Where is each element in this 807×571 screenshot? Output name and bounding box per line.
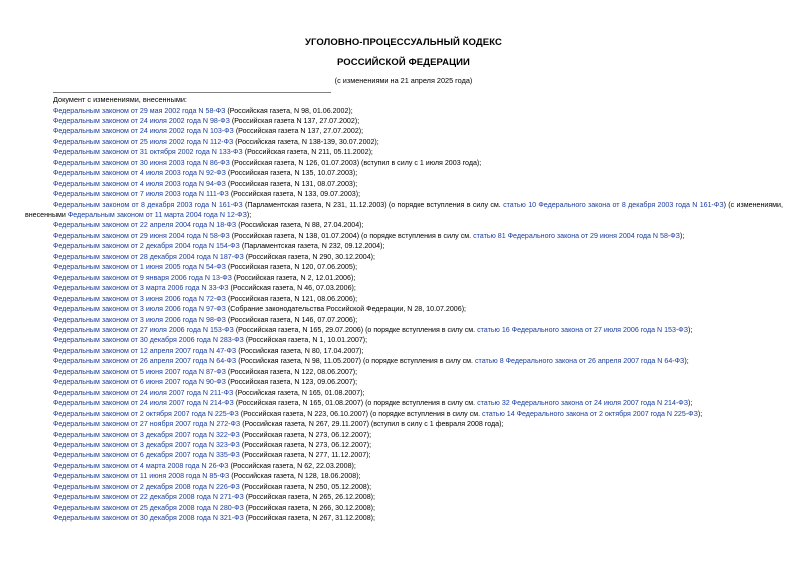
amendment-item [53, 409, 783, 419]
amendment-link[interactable]: Федеральным законом от 4 марта 2008 года N 26-ФЗ [53, 461, 229, 470]
document-subtitle: (с изменениями на 21 апреля 2025 года) [334, 76, 473, 85]
amendment-text: (Российская газета, N 138, 01.07.2004) (о порядке вступления в силу см. [229, 231, 474, 240]
amendment-item [53, 388, 783, 398]
amendment-text: ); [688, 399, 693, 408]
amendment-link[interactable]: Федеральным законом от 24 июля 2007 года N 214-ФЗ [53, 399, 234, 408]
amendment-text: (Российская газета, N 273, 06.12.2007); [239, 430, 372, 439]
amendment-item [53, 419, 783, 429]
amendment-link[interactable]: Федеральным законом от 30 июня 2003 года N 86-ФЗ [53, 158, 230, 167]
amendment-item [53, 430, 783, 440]
amendment-link[interactable]: Федеральным законом от 6 декабря 2007 года N 335-ФЗ [53, 451, 240, 460]
amendments-list [25, 106, 783, 524]
amendment-link[interactable]: статью 14 Федерального закона от 2 октября 2007 года N 225-ФЗ [482, 409, 698, 418]
amendment-text: (Российская газета, N 133, 09.07.2003); [228, 190, 361, 199]
amendment-item [53, 450, 783, 460]
amendment-link[interactable]: Федеральным законом от 30 декабря 2006 года N 283-ФЗ [53, 336, 244, 345]
amendment-text: (Российская газета, N 211, 05.11.2002); [242, 148, 373, 157]
amendment-text: ) (с изменениями, внесенными [25, 200, 783, 220]
amendment-text: (Российская газета, N 266, 30.12.2008); [243, 503, 376, 512]
amendment-text: (Российская газета, N 46, 07.03.2006); [228, 284, 356, 293]
amendment-item [53, 126, 783, 136]
amendment-text: (Российская газета, N 273, 06.12.2007); [239, 441, 372, 449]
amendment-text: (Российская газета, N 265, 26.12.2008); [243, 493, 376, 502]
amendment-link[interactable]: Федеральным законом от 26 апреля 2007 года N 64-ФЗ [53, 357, 237, 366]
amendment-text: (Российская газета, N 98, 01.06.2002); [225, 106, 353, 115]
amendment-link[interactable]: Федеральным законом от 5 июня 2007 года N 87-ФЗ [53, 367, 226, 376]
amendment-text: (Российская газета, N 1, 10.01.2007); [243, 336, 368, 345]
amendment-text: ); [684, 357, 689, 366]
amendment-text: (Российская газета, N 138-139, 30.07.2002); [233, 137, 379, 146]
amendment-item [53, 325, 783, 335]
amendment-text: (Российская газета, N 277, 11.12.2007); [239, 451, 371, 460]
amendment-link[interactable]: Федеральным законом от 22 апреля 2004 года N 18-ФЗ [53, 221, 237, 230]
amendment-item [53, 116, 783, 126]
amendment-item [53, 283, 783, 293]
amendment-item [53, 367, 783, 377]
amendment-link[interactable]: Федеральным законом от 25 декабря 2008 года N 280-ФЗ [53, 503, 244, 512]
amendment-item [53, 179, 783, 189]
amendment-item [53, 262, 783, 272]
amendment-link[interactable]: Федеральным законом от 29 мая 2002 года N 58-ФЗ [53, 106, 226, 115]
document-title-line2: РОССИЙСКОЙ ФЕДЕРАЦИИ [336, 57, 470, 68]
amendment-item [53, 168, 783, 178]
amendments-intro: Документ с изменениями, внесенными: [53, 95, 187, 104]
amendment-link[interactable]: Федеральным законом от 27 ноября 2007 года N 272-ФЗ [53, 420, 241, 429]
amendment-item [53, 147, 783, 157]
amendment-text: (Российская газета, N 88, 27.04.2004); [236, 221, 364, 230]
amendment-text: (Российская газета, N 62, 22.03.2008); [228, 461, 356, 470]
amendment-text: ); [688, 326, 693, 335]
amendment-link[interactable]: статью 81 Федерального закона от 29 июня 2004 года N 58-ФЗ [473, 231, 680, 240]
amendment-item [25, 200, 783, 221]
amendment-item [53, 273, 783, 283]
amendment-link[interactable]: Федеральным законом от 8 декабря 2003 года N 161-ФЗ [53, 200, 243, 209]
amendment-item [53, 471, 783, 481]
amendment-text: ); [246, 211, 252, 220]
amendment-item [53, 315, 783, 325]
amendment-item [53, 440, 783, 450]
amendment-link[interactable]: Федеральным законом от 12 апреля 2007 года N 47-ФЗ [53, 346, 237, 355]
amendment-link[interactable]: Федеральным законом от 2 декабря 2008 года N 226-ФЗ [53, 482, 240, 491]
amendment-link[interactable]: Федеральным законом от 4 июля 2003 года N 92-ФЗ [53, 169, 226, 178]
amendment-text: (Российская газета, N 223, 06.10.2007) (о порядке вступления в силу см. [238, 409, 483, 418]
amendment-link[interactable]: Федеральным законом от 29 июня 2004 года N 58-ФЗ [53, 231, 230, 240]
amendment-link[interactable]: Федеральным законом от 3 декабря 2007 года N 322-ФЗ [53, 430, 240, 439]
amendment-link[interactable]: Федеральным законом от 3 июля 2006 года N 98-ФЗ [53, 315, 226, 324]
amendment-text: (Российская газета, N 267, 31.12.2008); [243, 514, 376, 523]
amendment-link[interactable]: Федеральным законом от 22 декабря 2008 года N 271-ФЗ [53, 493, 244, 502]
amendment-item [53, 335, 783, 345]
amendment-link[interactable]: статью 8 Федерального закона от 26 апреля 2007 года N 64-ФЗ [474, 357, 685, 366]
amendment-text: (Российская газета, N 267, 29.11.2007) (вступил в силу с 1 февраля 2008 года); [240, 420, 504, 429]
amendment-text: (Российская газета, N 80, 17.04.2007); [236, 346, 364, 355]
amendment-link[interactable]: статью 10 Федерального закона от 8 декабря 2003 года N 161-ФЗ [503, 200, 724, 209]
amendment-text: (Российская газета N 137, 27.07.2002); [233, 127, 364, 136]
amendment-text: (Российская газета, N 165, 01.08.2007) (о порядке вступления в силу см. [233, 399, 478, 408]
amendment-item [53, 106, 783, 116]
amendment-link[interactable]: статью 32 Федерального закона от 24 июля 2007 года N 214-ФЗ [477, 399, 688, 408]
amendment-item [53, 241, 783, 251]
amendment-text: (Российская газета, N 123, 09.06.2007); [225, 378, 358, 387]
amendment-link[interactable]: Федеральным законом от 3 декабря 2007 года N 323-ФЗ [53, 441, 240, 449]
amendment-item [53, 231, 783, 241]
amendment-text: (Российская газета, N 165, 29.07.2006) (о порядке вступления в силу см. [233, 326, 478, 335]
amendment-link[interactable]: Федеральным законом от 2 октября 2007 года N 225-ФЗ [53, 409, 239, 418]
amendment-link[interactable]: Федеральным законом от 24 июля 2002 года N 98-ФЗ [53, 116, 230, 125]
amendment-text: (Российская газета, N 128, 18.06.2008); [229, 472, 361, 481]
amendment-text: (Собрание законодательства Российской Федерации, N 28, 10.07.2006); [225, 305, 467, 314]
amendment-text: (Парламентская газета, N 231, 11.12.2003) (о порядке вступления в силу см. [242, 200, 504, 209]
amendment-text: ); [697, 409, 703, 418]
amendment-item [53, 398, 783, 408]
amendment-link[interactable]: Федеральным законом от 24 июля 2002 года N 103-ФЗ [53, 127, 234, 136]
amendment-link[interactable]: Федеральным законом от 9 января 2006 года N 13-ФЗ [53, 273, 232, 282]
amendment-link[interactable]: Федеральным законом от 6 июня 2007 года N 90-ФЗ [53, 378, 226, 387]
amendment-link[interactable]: Федеральным законом от 7 июля 2003 года N 111-ФЗ [53, 190, 229, 199]
amendment-link[interactable]: Федеральным законом от 4 июля 2003 года N 94-ФЗ [53, 179, 226, 188]
amendment-link[interactable]: Федеральным законом от 31 октября 2002 года N 133-ФЗ [53, 148, 243, 157]
amendment-link[interactable]: Федеральным законом от 11 марта 2004 года N 12-ФЗ [67, 211, 247, 220]
amendment-item [53, 252, 783, 262]
amendment-link[interactable]: Федеральным законом от 2 декабря 2004 года N 154-ФЗ [53, 242, 240, 251]
amendment-link[interactable]: Федеральным законом от 11 июня 2008 года N 85-ФЗ [53, 472, 230, 481]
amendment-link[interactable]: Федеральным законом от 3 июля 2006 года N 97-ФЗ [53, 305, 226, 314]
amendment-item [53, 482, 783, 492]
amendment-text: (Российская газета, N 120, 07.06.2005); [225, 263, 358, 272]
amendment-item [53, 461, 783, 471]
amendment-text: (Российская газета, N 135, 10.07.2003); [225, 169, 358, 178]
amendment-item [53, 492, 783, 502]
amendment-link[interactable]: Федеральным законом от 1 июня 2005 года N 54-ФЗ [53, 263, 226, 272]
amendment-text: (Парламентская газета, N 232, 09.12.2004); [239, 242, 385, 251]
amendment-text: (Российская газета, N 121, 08.06.2006); [225, 294, 358, 303]
amendment-text: (Российская газета, N 250, 05.12.2008); [239, 482, 372, 491]
amendment-text: (Российская газета, N 126, 01.07.2003) (вступил в силу с 1 июля 2003 года); [229, 158, 482, 167]
amendment-link[interactable]: статью 16 Федерального закона от 27 июля 2006 года N 153-ФЗ [477, 326, 688, 335]
document-title-line1: УГОЛОВНО-ПРОЦЕССУАЛЬНЫЙ КОДЕКС [305, 37, 502, 48]
amendment-item [53, 304, 783, 314]
amendment-link[interactable]: Федеральным законом от 25 июля 2002 года N 112-ФЗ [53, 137, 234, 146]
amendment-link[interactable]: Федеральным законом от 27 июля 2006 года N 153-ФЗ [53, 326, 234, 335]
amendment-item [53, 189, 783, 199]
amendment-item [53, 346, 783, 356]
amendment-text: (Российская газета, N 290, 30.12.2004); [243, 252, 376, 261]
amendment-text: (Российская газета, N 122, 08.06.2007); [225, 367, 358, 376]
amendment-link[interactable]: Федеральным законом от 3 июня 2006 года N 72-ФЗ [53, 294, 226, 303]
amendment-link[interactable]: Федеральным законом от 3 марта 2006 года N 33-ФЗ [53, 284, 229, 293]
amendment-link[interactable]: Федеральным законом от 24 июля 2007 года N 211-ФЗ [53, 388, 234, 397]
amendment-text: (Российская газета, N 2, 12.01.2006); [231, 273, 356, 282]
amendment-text: (Российская газета, N 98, 11.05.2007) (о порядке вступления в силу см. [236, 357, 475, 366]
amendment-text: (Российская газета N 137, 27.07.2002); [229, 116, 360, 125]
amendment-link[interactable]: Федеральным законом от 30 декабря 2008 года N 321-ФЗ [53, 514, 244, 523]
amendment-item [53, 137, 783, 147]
amendment-text: (Российская газета, N 165, 01.08.2007); [233, 388, 365, 397]
amendment-item [53, 503, 783, 513]
amendment-item [53, 513, 783, 523]
amendment-item [53, 356, 783, 366]
amendment-text: ); [679, 231, 685, 240]
amendment-item [53, 377, 783, 387]
amendment-text: (Российская газета, N 131, 08.07.2003); [225, 179, 358, 188]
amendment-item [53, 158, 783, 168]
header-divider [53, 92, 331, 93]
amendment-text: (Российская газета, N 146, 07.07.2006); [225, 315, 358, 324]
amendment-item [53, 220, 783, 230]
amendment-item [53, 294, 783, 304]
amendment-link[interactable]: Федеральным законом от 28 декабря 2004 года N 187-ФЗ [53, 252, 244, 261]
